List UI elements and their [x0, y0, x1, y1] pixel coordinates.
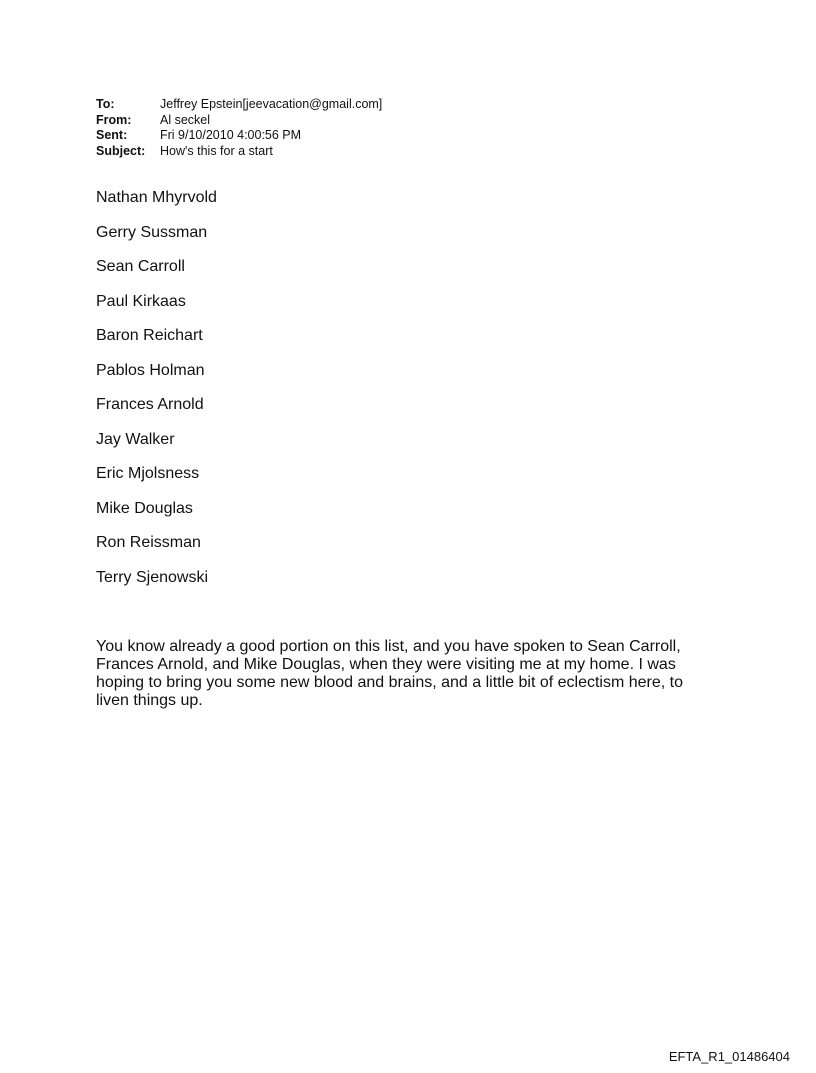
list-item: Sean Carroll: [96, 258, 185, 275]
header-row-from: [96, 113, 656, 129]
list-item: Frances Arnold: [96, 396, 204, 413]
list-item: Terry Sjenowski: [96, 568, 209, 586]
list-item: Baron Reichart: [96, 327, 203, 344]
list-item: Gerry Sussman: [96, 223, 208, 241]
to-value: Jeffrey Epstein[jeevacation@gmail.com]: [160, 97, 383, 111]
document-id: EFTA_R1_01486404: [668, 1049, 790, 1064]
subject-value: How's this for a start: [160, 143, 273, 158]
email-header: [96, 97, 656, 159]
list-item: Paul Kirkaas: [96, 292, 186, 310]
list-item: Ron Reissman: [96, 534, 201, 551]
list-item: Pablos Holman: [96, 361, 205, 379]
from-value: Al seckel: [160, 112, 211, 127]
list-item: Jay Walker: [96, 430, 175, 448]
header-row-subject: [96, 144, 656, 160]
list-item: Mike Douglas: [96, 499, 193, 517]
subject-label: Subject:: [96, 143, 146, 158]
list-item: Eric Mjolsness: [96, 465, 200, 482]
sent-value: Fri 9/10/2010 4:00:56 PM: [160, 128, 302, 142]
name-list: [96, 189, 217, 603]
sent-label: Sent:: [96, 128, 128, 142]
header-row-to: [96, 97, 656, 113]
to-label: To:: [96, 97, 115, 111]
from-label: From:: [96, 112, 132, 127]
list-item: Nathan Mhyrvold: [96, 189, 217, 206]
header-row-sent: [96, 128, 656, 144]
email-body-paragraph: You know already a good portion on this list, and you have spoken to Sean Carroll, Frances Arnold, and Mike Douglas, when they were visiting me at my home. I was hoping to bring you some new blood and brains, and a little bit of eclectism here, to liven things up.: [96, 638, 684, 709]
